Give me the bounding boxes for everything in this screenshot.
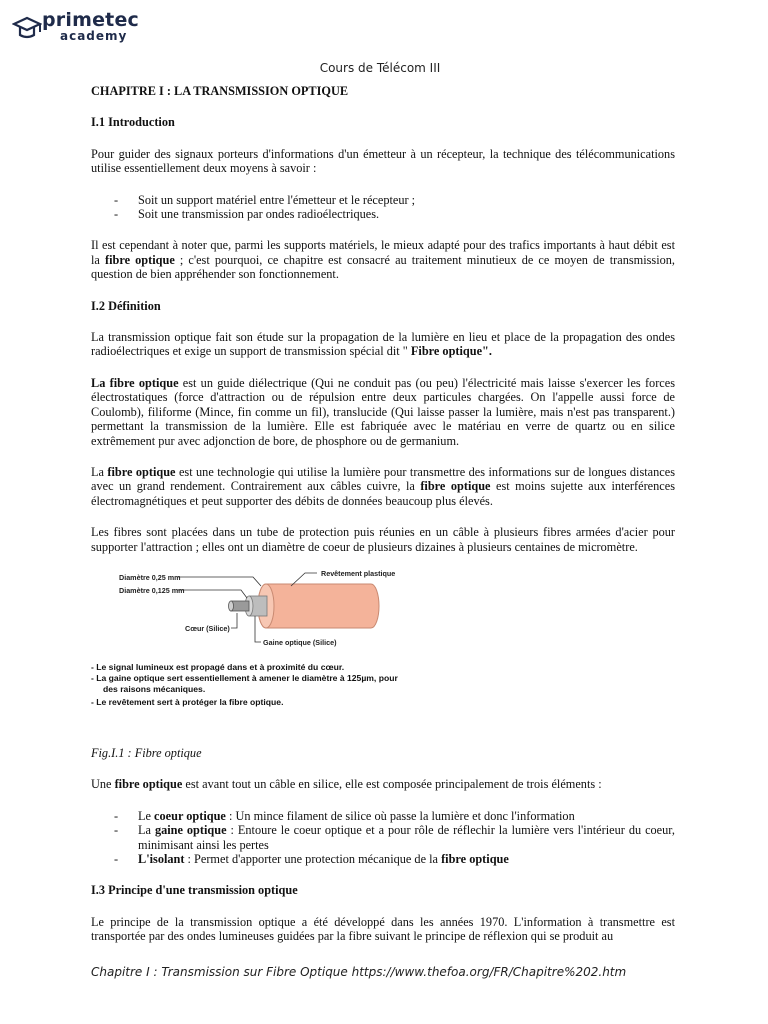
logo-sub: academy [60,29,128,43]
intro-bullet-list [91,193,675,222]
figure-note: - La gaine optique sert essentiellement à amener le diamètre à 125µm, pour [91,672,398,683]
composition-intro: Une fibre optique est avant tout un câble en silice, elle est composée principalement de trois éléments : [91,777,602,792]
logo-brand: primetec [42,9,139,31]
label-diameter-0125: Diamètre 0,125 mm [119,585,185,595]
section-title-intro: I.1 Introduction [91,115,175,130]
chapter-title: CHAPITRE I : LA TRANSMISSION OPTIQUE [91,84,349,98]
course-title: Cours de Télécom III [319,61,441,75]
section-title-definition: I.2 Définition [91,298,161,313]
list-item: - La gaine optique : Entoure le coeur optique et a pour rôle de réflechir la lumière vers l'intérieur du coeur, minimisant ainsi les pertes [91,823,675,852]
figure-note: - Le revêtement sert à protéger la fibre optique. [91,696,284,707]
label-coating: Revêtement plastique [321,568,396,578]
document-body [91,84,675,944]
definition-paragraph-4: Les fibres sont placées dans un tube de protection puis réunies en un câble à plusieurs fibres armées d'acier pour supporter l'attraction ; elles ont un diamètre de coeur de plusieurs dizaines à plusieurs centaines de micromètre. [91,525,675,554]
intro-paragraph-2: Il est cependant à noter que, parmi les supports matériels, le mieux adapté pour des trafics importants à haut débit est la fibre optique ; c'est pourquoi, ce chapitre est consacré au traitement minutieux de ce moyen de transmission, question de bien appréhender son fonctionnement. [91,238,675,282]
label-diameter-025: Diamètre 0,25 mm [119,572,181,582]
figure-note: - Le signal lumineux est propagé dans et à proximité du cœur. [91,661,345,672]
figure-note: des raisons mécaniques. [103,683,206,694]
section-title-principle: I.3 Principe d'une transmission optique [91,883,298,898]
fiber-figure [91,564,451,724]
page-footer: Chapitre I : Transmission sur Fibre Optique https://www.thefoa.org/FR/Chapitre%202.htm [91,965,627,979]
label-cladding: Gaine optique (Silice) [263,637,337,647]
definition-paragraph-1: La transmission optique fait son étude sur la propagation de la lumière en lieu et place de la propagation des ondes radioélectriques et exige un support de transmission spécial dit " Fibre optique". [91,330,675,359]
intro-paragraph: Pour guider des signaux porteurs d'informations d'un émetteur à un récepteur, la technique des télécommunications utilise essentiellement deux moyens à savoir : [91,146,675,176]
graduation-cap-icon [12,16,42,42]
label-core: Cœur (Silice) [185,623,230,633]
list-item: - L'isolant : Permet d'apporter une protection mécanique de la fibre optique [91,852,675,866]
principle-paragraph: Le principe de la transmission optique a été développé dans les années 1970. L'information à transmettre est transportée par des ondes lumineuses guidées par la fibre suivant le principe de réflexion qui se produit au [91,914,675,944]
fiber-diagram [91,564,451,676]
definition-paragraph-2: La fibre optique est un guide diélectrique (Qui ne conduit pas (ou peu) l'électricité mais laisse s'exercer les forces électrostatiques (force d'attraction ou de répulsion entre deux particules chargées. On l'appelle aussi force de Coulomb), filiforme (Mince, fin comme un fil), translucide (Qui laisse passer la lumière, mais n'est pas transparent.) permettant la transmission de la lumière. Elle est fabriquée avec le matériau en verre de quartz ou en silice extrêmement pur avec adjonction de bore, de phosphore ou de germanium. [91,375,675,448]
list-item: - Le coeur optique : Un mince filament de silice où passe la lumière et donc l'information [91,809,675,823]
figure-notes [91,662,451,708]
list-item: - Soit une transmission par ondes radioélectriques. [91,207,675,221]
definition-paragraph-3: La fibre optique est une technologie qui utilise la lumière pour transmettre des informations sur de longues distances avec un grand rendement. Contrairement aux câbles cuivre, la fibre optique est moins sujette aux interférences électromagnétiques et peut supporter des débits de données beaucoup plus élevés. [91,464,675,508]
composition-list [91,809,675,867]
brand-logo [12,9,162,46]
figure-caption: Fig.I.1 : Fibre optique [91,745,202,760]
list-item: - Soit un support matériel entre l'émetteur et le récepteur ; [91,193,675,207]
